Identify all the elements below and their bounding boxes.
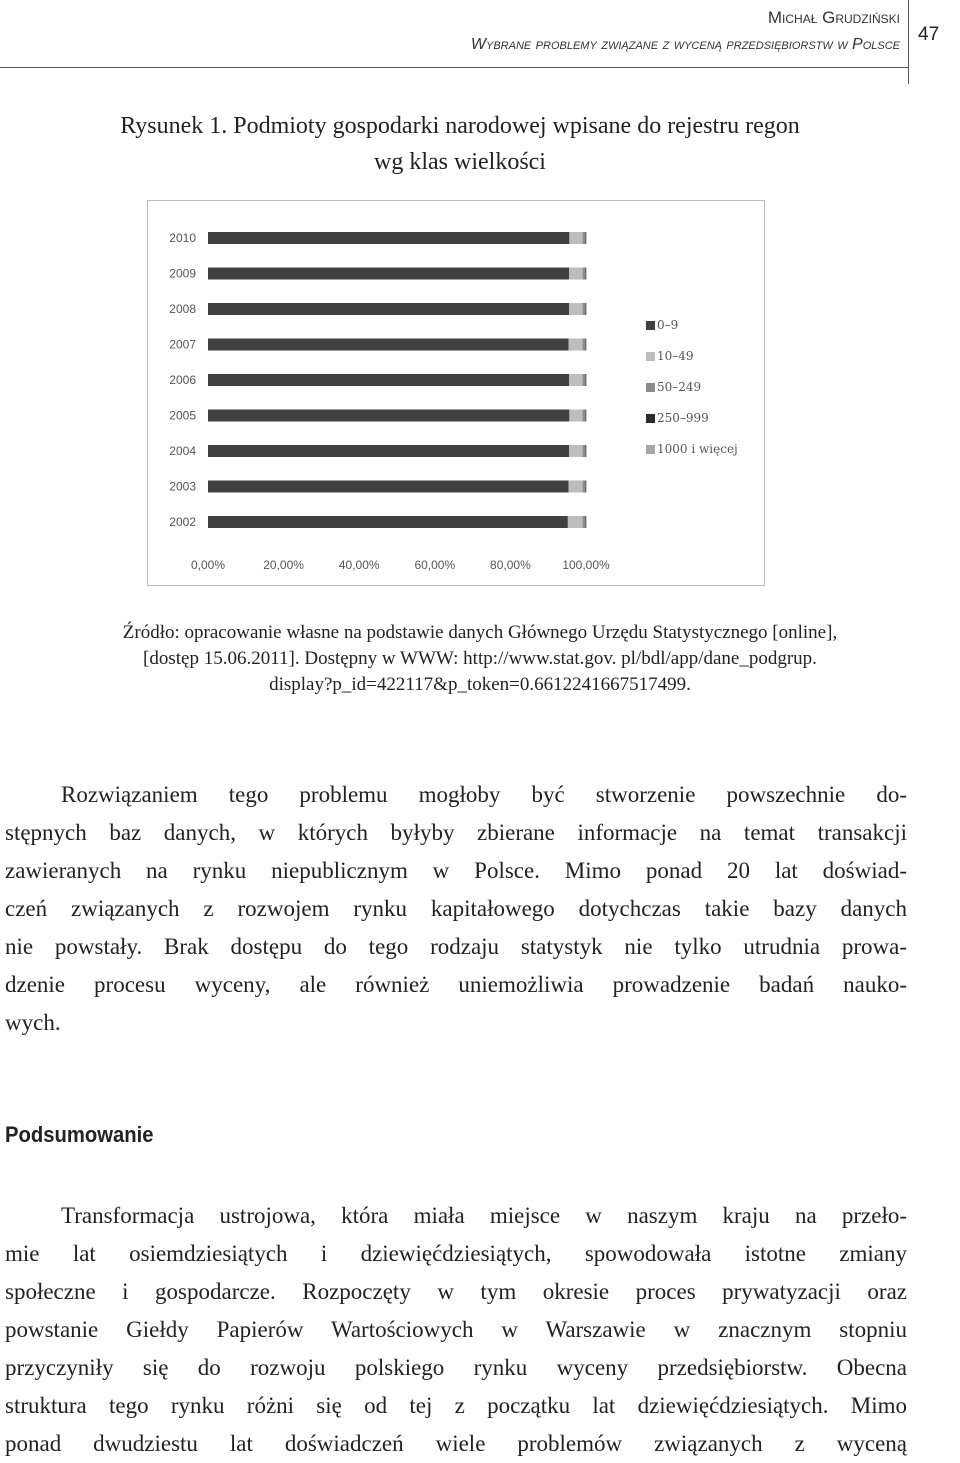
paragraph-line: społeczne i gospodarcze. Rozpoczęty w tym okresie proces prywatyzacji oraz bbox=[5, 1279, 907, 1304]
y-tick-label: 2002 bbox=[169, 515, 196, 529]
y-tick-label: 2003 bbox=[169, 479, 196, 494]
bar-segment bbox=[568, 516, 583, 528]
bar-segment bbox=[208, 339, 569, 351]
running-header bbox=[0, 0, 960, 90]
y-tick-label: 2010 bbox=[169, 231, 196, 245]
paragraph-line: nie powstały. Brak dostępu do tego rodzaju statystyk nie tylko utrudnia prowa- bbox=[5, 934, 907, 959]
x-tick-label: 0,00% bbox=[190, 558, 226, 572]
paragraph-line: powstanie Giełdy Papierów Wartościowych w Warszawie w znacznym stopniu bbox=[5, 1317, 907, 1342]
legend-label: 250–999 bbox=[657, 411, 709, 425]
x-tick-label: 80,00% bbox=[490, 558, 531, 572]
paragraph-line: Rozwiązaniem tego problemu mogłoby być stworzenie powszechnie do- bbox=[61, 782, 907, 807]
bar-segment bbox=[586, 410, 587, 422]
legend-label: 0–9 bbox=[657, 318, 679, 332]
legend-swatch bbox=[646, 445, 655, 454]
bar-segment bbox=[208, 268, 569, 280]
bar-segment bbox=[208, 374, 569, 386]
bar-segment bbox=[208, 410, 569, 422]
header-author: Michał Grudziński bbox=[767, 8, 900, 27]
y-tick-label: 2005 bbox=[169, 408, 196, 423]
x-tick-label: 40,00% bbox=[338, 558, 380, 572]
figure-caption-line: wg klas wielkości bbox=[374, 149, 546, 175]
bar-segment bbox=[586, 268, 587, 280]
paragraph-line: przyczyniły się do rozwoju polskiego rynku wyceny przedsiębiorstw. Obecna bbox=[5, 1355, 907, 1380]
figure-caption-line: Rysunek 1. Podmioty gospodarki narodowej wpisane do rejestru regon bbox=[120, 113, 800, 139]
page-number: 47 bbox=[918, 24, 940, 45]
y-tick-label: 2008 bbox=[169, 302, 196, 316]
bar-segment bbox=[586, 374, 587, 386]
bar-segment bbox=[583, 303, 586, 315]
header-vertical-rule bbox=[908, 0, 909, 84]
bar-segment bbox=[569, 303, 583, 315]
paragraph-line: czeń związanych z rozwojem rynku kapitałowego dotychczas takie bazy danych bbox=[5, 896, 907, 921]
paragraph-line: Transformacja ustrojowa, która miała miejsce w naszym kraju na przeło- bbox=[61, 1203, 907, 1228]
bar-segment bbox=[583, 445, 586, 457]
bar-segment bbox=[586, 232, 587, 244]
bar-segment bbox=[208, 516, 568, 528]
legend-swatch bbox=[646, 414, 655, 423]
figure-caption bbox=[60, 108, 860, 180]
legend-swatch bbox=[646, 352, 655, 361]
legend-label: 10–49 bbox=[657, 349, 694, 363]
y-tick-label: 2007 bbox=[169, 337, 196, 352]
bar-segment bbox=[208, 445, 569, 457]
paragraph-line: dzenie procesu wyceny, ale również uniemożliwia prowadzenie badań nauko- bbox=[5, 972, 907, 997]
header-title: Wybrane problemy związane z wyceną przedsiębiorstw w Polsce bbox=[470, 36, 900, 53]
paragraph-2 bbox=[5, 1197, 907, 1463]
bar-segment bbox=[569, 374, 583, 386]
legend-label: 50–249 bbox=[657, 380, 702, 394]
bar-segment bbox=[569, 268, 583, 280]
figure-source bbox=[0, 620, 960, 698]
chart-frame bbox=[147, 200, 765, 586]
stacked-bar-chart bbox=[148, 201, 764, 585]
legend-swatch bbox=[646, 383, 655, 392]
bar-segment bbox=[569, 339, 583, 351]
paragraph-line: ponad dwudziestu lat doświadczeń wiele problemów związanych z wyceną bbox=[5, 1431, 907, 1456]
bar-segment bbox=[583, 268, 586, 280]
bar-segment bbox=[583, 339, 586, 351]
paragraph-line: zawieranych na rynku niepublicznym w Polsce. Mimo ponad 20 lat doświad- bbox=[5, 858, 907, 883]
x-tick-label: 100,00% bbox=[562, 558, 610, 572]
source-line: Źródło: opracowanie własne na podstawie danych Głównego Urzędu Statystycznego [online], bbox=[122, 622, 838, 643]
source-line: [dostęp 15.06.2011]. Dostępny w WWW: http://www.stat.gov. pl/bdl/app/dane_podgrup. bbox=[143, 648, 817, 669]
legend-swatch bbox=[646, 321, 655, 330]
bar-segment bbox=[569, 445, 583, 457]
x-tick-label: 20,00% bbox=[263, 558, 304, 572]
paragraph-line: mie lat osiemdziesiątych i dziewięćdziesiątych, spowodowała istotne zmiany bbox=[5, 1241, 907, 1266]
bar-segment bbox=[208, 481, 569, 493]
paragraph-line: struktura tego rynku różni się od tej z początku lat dziewięćdziesiątych. Mimo bbox=[5, 1393, 907, 1418]
paragraph-1 bbox=[5, 776, 907, 1042]
bar-segment bbox=[586, 339, 587, 351]
header-rule bbox=[0, 67, 908, 68]
source-line: display?p_id=422117&p_token=0.6612241667517499. bbox=[269, 674, 691, 695]
bar-segment bbox=[583, 516, 586, 528]
paragraph-line: wych. bbox=[5, 1010, 61, 1035]
bar-segment bbox=[583, 481, 586, 493]
y-tick-label: 2004 bbox=[169, 444, 196, 458]
bar-segment bbox=[586, 516, 587, 528]
bar-segment bbox=[586, 303, 587, 315]
legend-label: 1000 i więcej bbox=[657, 442, 738, 456]
section-heading: Podsumowanie bbox=[5, 1122, 154, 1147]
y-tick-label: 2006 bbox=[169, 373, 196, 387]
y-tick-label: 2009 bbox=[169, 266, 196, 281]
bar-segment bbox=[208, 232, 569, 244]
bar-segment bbox=[569, 410, 582, 422]
paragraph-line: stępnych baz danych, w których byłyby zbierane informacje na temat transakcji bbox=[5, 820, 907, 845]
bar-segment bbox=[586, 481, 587, 493]
x-tick-label: 60,00% bbox=[414, 558, 456, 572]
bar-segment bbox=[583, 374, 586, 386]
bar-segment bbox=[569, 481, 583, 493]
bar-segment bbox=[586, 445, 587, 457]
bar-segment bbox=[583, 410, 586, 422]
bar-segment bbox=[208, 303, 569, 315]
bar-segment bbox=[583, 232, 586, 244]
bar-segment bbox=[569, 232, 582, 244]
